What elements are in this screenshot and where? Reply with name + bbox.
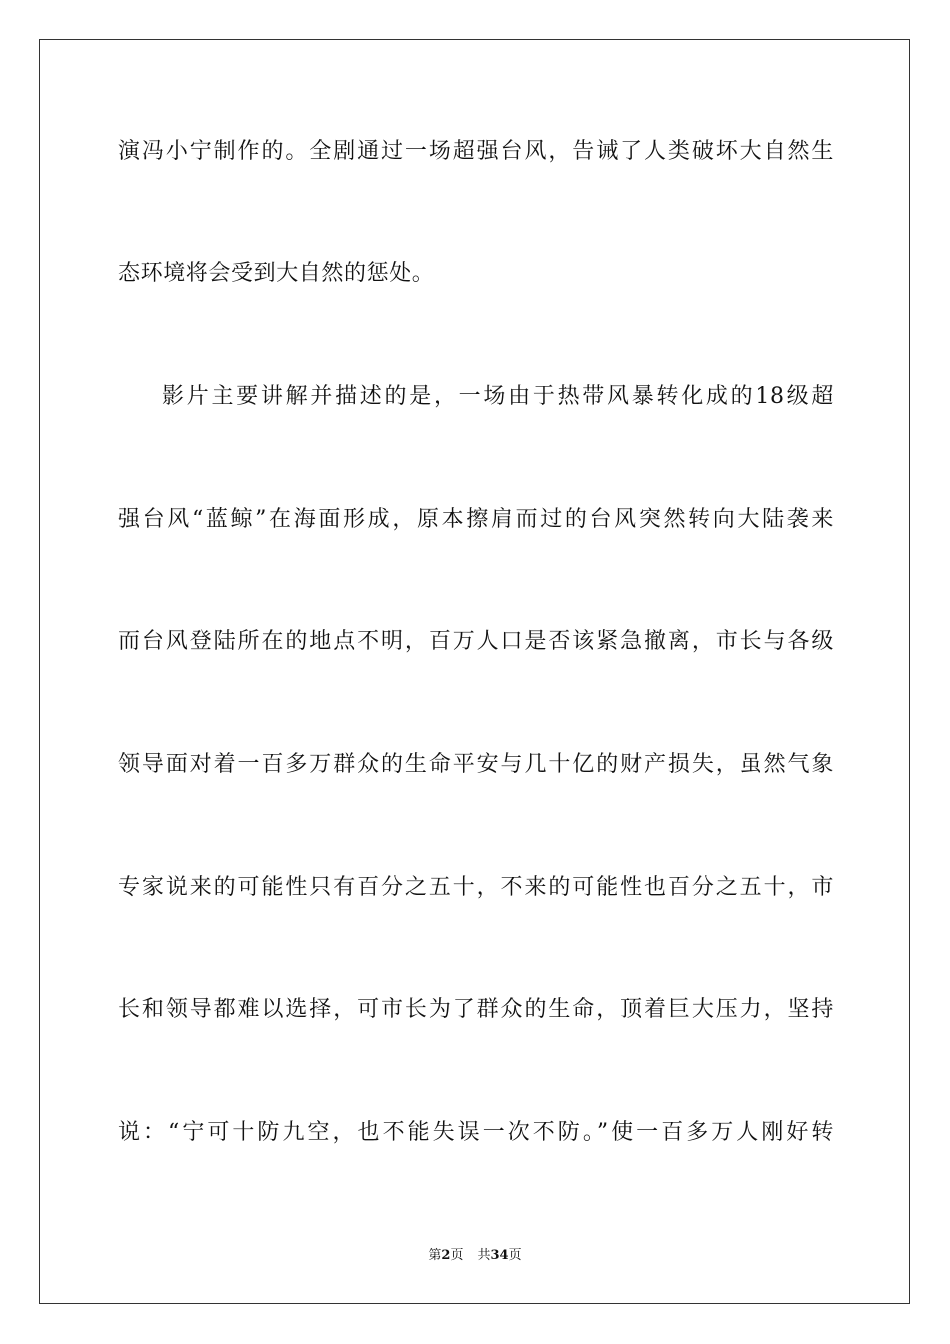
footer-total-pages: 34 (490, 1248, 509, 1263)
body-line-3: 影片主要讲解并描述的是，一场由于热带风暴转化成的18级超 (162, 384, 834, 409)
page-border (39, 39, 910, 1304)
page-footer (0, 1247, 950, 1265)
footer-page-suffix: 页 (450, 1248, 464, 1263)
footer-total-suffix: 页 (508, 1248, 522, 1263)
body-line-6: 领导面对着一百多万群众的生命平安与几十亿的财产损失，虽然气象 (118, 752, 834, 777)
body-line-5: 而台风登陆所在的地点不明，百万人口是否该紧急撤离，市长与各级 (118, 629, 834, 654)
footer-page-prefix: 第 (428, 1248, 442, 1263)
body-line-8: 长和领导都难以选择，可市长为了群众的生命，顶着巨大压力，坚持 (118, 997, 834, 1022)
body-line-2: 态环境将会受到大自然的惩处。 (118, 261, 435, 286)
body-line-4: 强台风“蓝鲸”在海面形成，原本擦肩而过的台风突然转向大陆袭来 (118, 507, 834, 532)
footer-page-number: 2 (441, 1248, 451, 1263)
body-line-1: 演冯小宁制作的。全剧通过一场超强台风，告诫了人类破坏大自然生 (118, 139, 834, 164)
footer-total-prefix: 共 (477, 1248, 491, 1263)
body-line-9: 说：“宁可十防九空，也不能失误一次不防。”使一百多万人刚好转 (118, 1120, 834, 1145)
body-line-7: 专家说来的可能性只有百分之五十，不来的可能性也百分之五十，市 (118, 875, 834, 900)
